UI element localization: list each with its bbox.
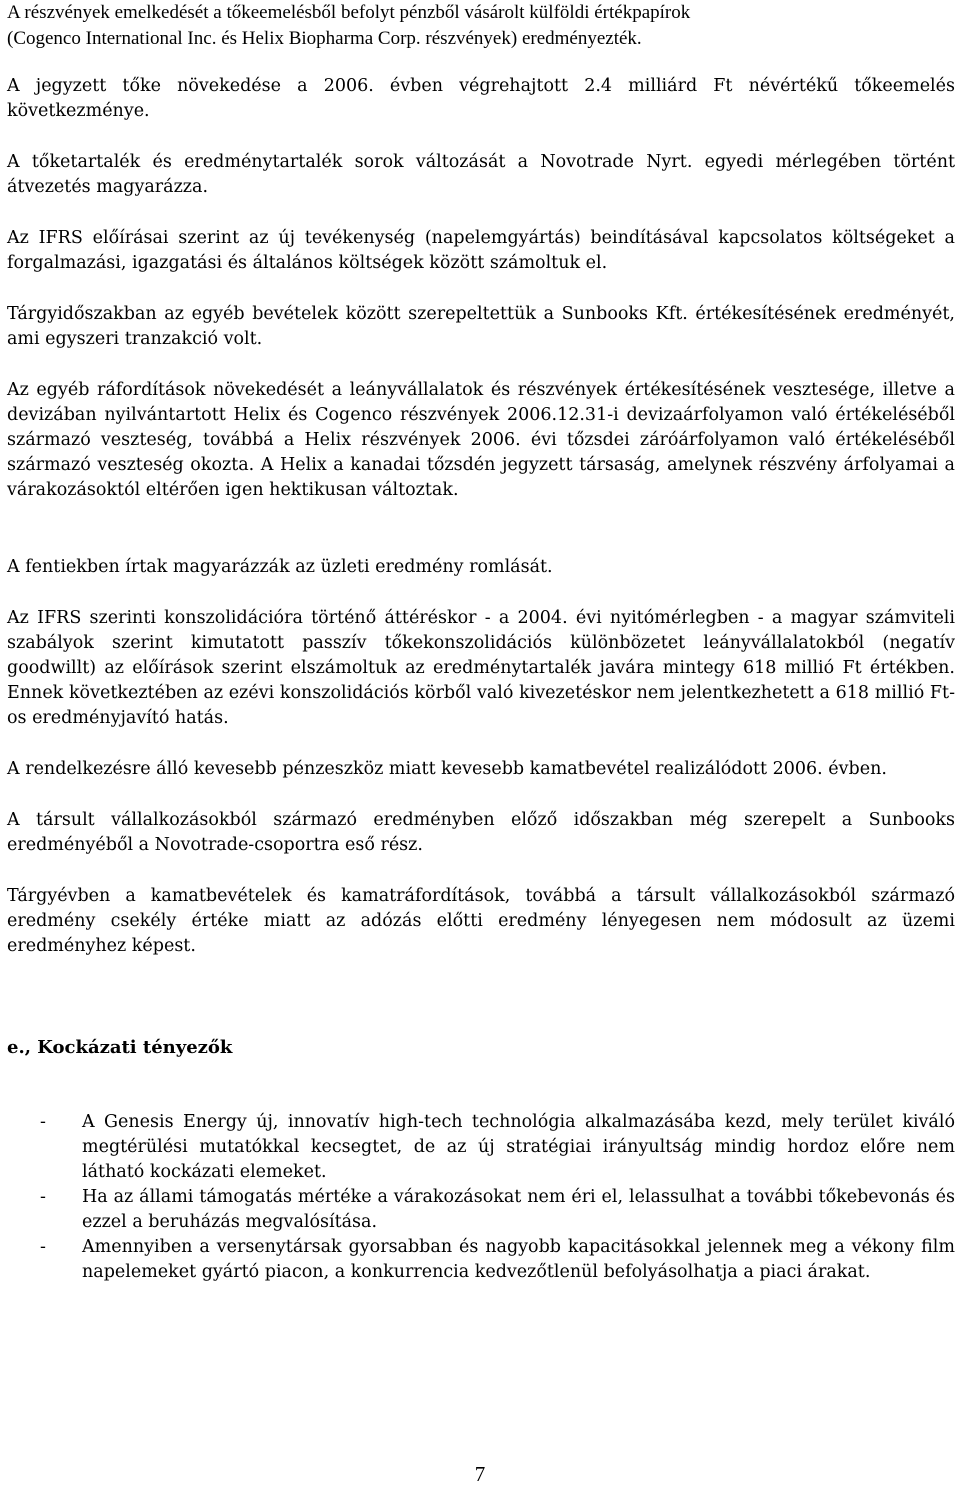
paragraph-line: (Cogenco International Inc. és Helix Biopharma Corp. részvények) eredményezték. — [7, 28, 642, 49]
list-item-text: A Genesis Energy új, innovatív high-tech technológia alkalmazásába kezd, mely terület kiváló megtérülési mutatókkal kecsegtet, de az új stratégiai irányultság mindig hordoz előre nem látható kockázati elemeket. — [82, 1112, 955, 1182]
paragraph-line: A részvények emelkedését a tőkeemelésből befolyt pénzből vásárolt külföldi értékpapírok — [7, 2, 691, 23]
paragraph-ifrs-costs: Az IFRS előírásai szerint az új tevékenység (napelemgyártás) beindításával kapcsolatos költségeket a forgalmazási, igazgatási és általános költségek között számoltuk el. — [7, 228, 955, 273]
bullet-dash: - — [40, 1187, 46, 1207]
paragraph-stock-increase — [7, 0, 955, 52]
list-item-text: Amennyiben a versenytársak gyorsabban és nagyobb kapacitásokkal jelennek meg a vékony film napelemeket gyártó piacon, a konkurrencia kedvezőtlenül befolyásolhatja a piaci árakat. — [82, 1237, 955, 1282]
paragraph-other-income: Tárgyidőszakban az egyéb bevételek között szerepeltettük a Sunbooks Kft. értékesítésének eredményét, ami egyszeri tranzakció volt. — [7, 304, 955, 349]
list-item — [7, 1110, 955, 1185]
paragraph-interest-income: A rendelkezésre álló kevesebb pénzeszköz miatt kevesebb kamatbevétel realizálódott 2006. évben. — [7, 759, 887, 779]
paragraph-reserves: A tőketartalék és eredménytartalék sorok változását a Novotrade Nyrt. egyedi mérlegében történt átvezetés magyarázza. — [7, 152, 955, 197]
paragraph-other-expenses: Az egyéb ráfordítások növekedését a leányvállalatok és részvények értékesítésének vesztesége, illetve a devizában nyilvántartott Helix és Cogenco részvények 2006.12.31-i devizaárfolyamon való értékeléséből származó veszteség, továbbá a Helix részvények 2006. évi tőzsdei záróárfolyamon való értékeléséből származó veszteség okozta. A Helix a kanadai tőzsdén jegyzett társaság, amelynek részvény árfolyamai a várakozásoktól eltérően igen hektikusan változtak. — [7, 380, 955, 500]
risk-factor-list — [7, 1110, 955, 1285]
list-item — [7, 1235, 955, 1285]
bullet-dash: - — [40, 1237, 46, 1257]
paragraph-pretax-result: Tárgyévben a kamatbevételek és kamatráfordítások, továbbá a társult vállalkozásokból származó eredmény csekély értéke miatt az adózás előtti eredmény lényegesen nem módosult az üzemi eredményhez képest. — [7, 886, 955, 956]
list-item — [7, 1185, 955, 1235]
paragraph-operating-result: A fentiekben írtak magyarázzák az üzleti eredmény romlását. — [7, 557, 553, 577]
section-heading-risk-factors: e., Kockázati tényezők — [7, 1037, 233, 1058]
paragraph-capital-increase: A jegyzett tőke növekedése a 2006. évben végrehajtott 2.4 milliárd Ft névértékű tőkeemelés következménye. — [7, 76, 955, 121]
page-number: 7 — [474, 1462, 486, 1486]
bullet-dash: - — [40, 1112, 46, 1132]
list-item-text: Ha az állami támogatás mértéke a várakozásokat nem éri el, lelassulhat a további tőkebevonás és ezzel a beruházás megvalósítása. — [82, 1187, 955, 1232]
paragraph-consolidation: Az IFRS szerinti konszolidációra történő áttéréskor - a 2004. évi nyitómérlegben - a magyar számviteli szabályok szerint kimutatott passzív tőkekonszolidációs különbözetet leányvállalatokból (negatív goodwillt) az előírások szerint elszámoltuk az eredménytartalék javára mintegy 618 millió Ft értékben. Ennek következtében az ezévi konszolidációs körből való kivezetéskor nem jelentkezhetett a 618 millió Ft-os eredményjavító hatás. — [7, 608, 955, 728]
paragraph-associates: A társult vállalkozásokból származó eredményben előző időszakban még szerepelt a Sunbooks eredményéből a Novotrade-csoportra eső rész. — [7, 810, 955, 855]
